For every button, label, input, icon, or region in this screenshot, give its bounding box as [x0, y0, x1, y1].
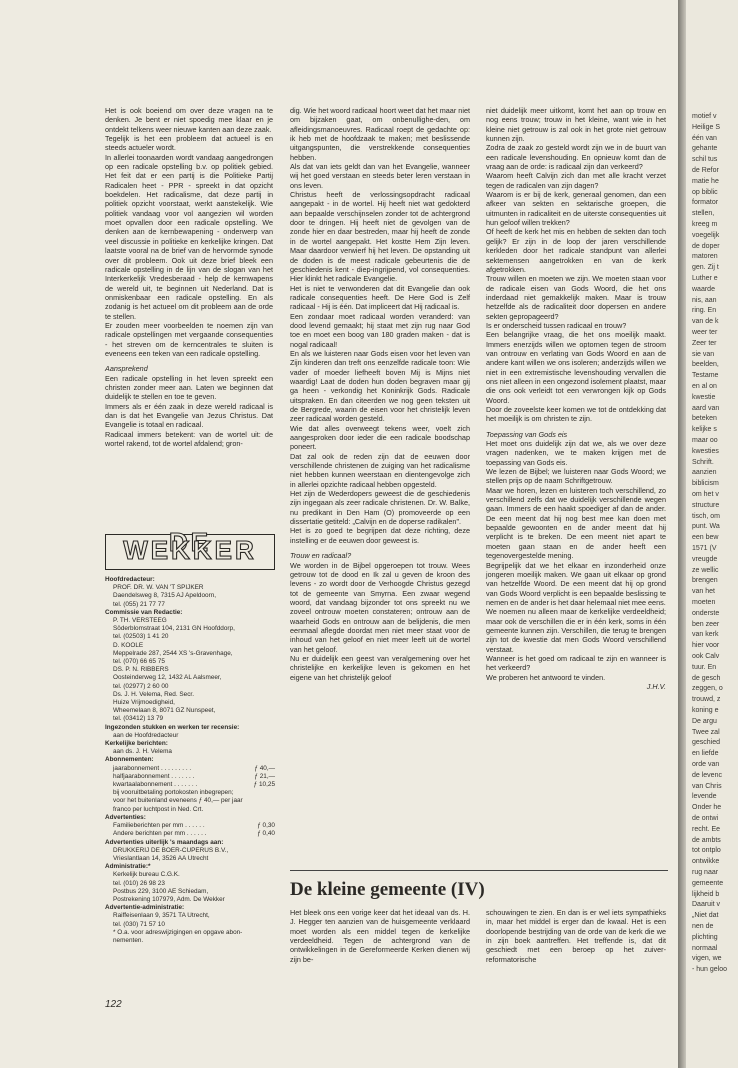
paragraph: Het zijn de Wederdopers geweest die de geschiedenis zijn ingegaan als zeer radicale christenen. Dr. W. Balke, nu predikant in Den Ham (O) promoveerde op een dissertatie getiteld: „Calvijn en de doperse radikalen".	[290, 489, 470, 527]
paragraph: Waarom is er bij de kerk, generaal genomen, dan een afkeer van sekten en sektarische groepen, die uitmunten in radicaliteit en de uiterste consequenties uit hun geloof willen trekken?	[486, 190, 666, 228]
facing-page-text-fragment: normaal	[692, 944, 718, 952]
paragraph: Er zouden meer voorbeelden te noemen zijn van radicale opstellingen met vergaande consequenties - het streven om de kerncentrales te sluiten is eveneens een teken van een radicale opstelling.	[105, 320, 273, 358]
facing-page-text-fragment: van Chris	[692, 782, 722, 790]
price-value: ƒ 10,25	[253, 781, 275, 789]
facing-page-text-fragment: nis, aan	[692, 296, 717, 304]
paragraph: Christus heeft de verlossingsopdracht radicaal aangepakt - in de wortel. Hij heeft niet wat gedokterd aan bepaalde verschijnselen zonder tot de achtergrond door te dringen. Hij heeft niet de gevolgen van de zonde hier en daar bestreden, maar hij heeft de zonde in de wortel aangepakt. Het kostte Hem Zijn leven. Maar daardoor verwierf hij het leven. De opstanding uit de doden is de meest radicale gebeurtenis die de geschiedenis kent - diep-ingrijpend, vol consequenties. Hier klinkt het radicale Evangelie.	[290, 190, 470, 284]
masthead-text: Kerkelijk bureau C.G.K.	[113, 871, 180, 879]
facing-page-text-fragment: één van	[692, 134, 717, 142]
masthead-text: tel. (010) 26 98 23	[113, 879, 165, 887]
facing-page-text-fragment: sie van	[692, 350, 715, 358]
de-wekker-logo	[105, 527, 275, 570]
facing-page-text-fragment: „Niet dat	[692, 912, 719, 920]
subheading: Aansprekend	[105, 364, 148, 374]
facing-page-text-fragment: Testame	[692, 372, 719, 380]
facing-page-text-fragment: de ontwi	[692, 815, 719, 822]
masthead-text: Söderblomstraat 104, 2131 GN Hoofddorp,	[113, 625, 235, 633]
logo-text: DE WEKKER	[123, 527, 257, 566]
facing-page-text-fragment: matie he	[692, 177, 719, 185]
facing-page-text-fragment: schil tus	[692, 156, 718, 164]
facing-page-text-fragment: kwesties	[692, 447, 719, 455]
price-row	[105, 765, 275, 773]
masthead-heading: Advertenties:	[105, 813, 146, 821]
price-label: halfjaarabonnement . . . . . . .	[113, 772, 195, 780]
facing-page-text-fragment: aanzien	[692, 469, 717, 477]
article2-column-1: Het bleek ons een vorige keer dat het ideaal van ds. H. J. Hegger ten aanzien van de huisgemeente verklaard moet worden als een middel tegen de kerkelijke verdeeldheid. Tegen de achtergrond van de ontwikkelingen in de Gereformeerde Kerken dienen wij zijn be-	[290, 908, 470, 964]
facing-page-text-fragment: gemeente	[692, 879, 724, 887]
paragraph: Als dat van iets geldt dan van het Evangelie, wanneer wij het goed verstaan en steeds beter leren verstaan in ons leven.	[290, 162, 470, 190]
facing-page-text-fragment: matoren	[692, 253, 718, 261]
price-value: ƒ 0,40	[257, 830, 275, 838]
price-row	[105, 773, 275, 781]
paragraph: Wanneer is het goed om radicaal te zijn en wanneer is het verkeerd?	[486, 653, 666, 673]
facing-page-text-fragment: beelden,	[692, 361, 719, 369]
facing-page-text-fragment: Zeer ter	[692, 339, 717, 347]
price-label: jaarabonnement . . . . . . . . .	[113, 764, 192, 772]
article2-column-2: schouwingen te zien. En dan is er wel iets sympathieks in, maar het middel is erger dan de kwaal. Het is een doorlopende bestrijding van de orde van de kerk die we in zijn boek aantreffen. Het treffende is, dat dit geschiedt met een beroep op het zuiver-reformatorische	[486, 908, 666, 964]
masthead-text: tel. (070) 66 65 75	[113, 658, 165, 666]
masthead-text: tel. (03412) 13 79	[113, 715, 164, 723]
masthead-text: PROF. DR. W. VAN 'T SPIJKER	[113, 584, 204, 592]
facing-page-text-fragment: maar oo	[692, 437, 718, 444]
masthead-heading: Commissie van Redactie:	[105, 608, 183, 616]
facing-page-text-fragment: koning e	[692, 707, 719, 714]
paragraph: Waarom heeft Calvijn zich dan met alle kracht verzet tegen de radicalen van zijn dagen?	[486, 171, 666, 190]
paragraph: We noemen nu alleen maar de kerkelijke verdeeldheid; maar ook de verschillen die er in één kerk, soms in één gemeente kunnen zijn. Verschillen, die terug te brengen zijn tot de kwestie dat men Gods Woord verschillend verstaat.	[486, 607, 666, 654]
paragraph: En als we luisteren naar Gods eisen voor het leven van Zijn kinderen dan treft ons eenzelfde radicale toon: Wie vader of moeder liefheeft boven Mij is Mijns niet waardig! Laat de doden hun doden begraven maar gij ga heen - verkondig het Koninkrijk Gods. Radicale uitspraken. En dan citeerden we nog geen teksten uit de Bergrede, waarin de eisen voor het christelijk leven zeer radicaal worden gesteld.	[290, 348, 470, 424]
paragraph: Door de zoveelste keer komen we tot de ontdekking dat het moeilijk is om christen te zijn.	[486, 405, 666, 424]
facing-page-text-fragment: vreugde	[692, 555, 718, 563]
facing-page-text-fragment: tisch, om	[692, 512, 721, 520]
subscription-prices	[105, 765, 275, 790]
masthead-text: D. KOOLE	[113, 641, 144, 649]
paragraph: Het moet ons duidelijk zijn dat we, als we over deze vragen nadenken, we te maken krijgen met de toepassing van Gods eis.	[486, 439, 666, 467]
facing-page-text-fragment: recht. Ee	[692, 825, 721, 833]
section-divider	[290, 870, 668, 871]
masthead-text: tel. (02503) 1 41 20	[113, 633, 169, 641]
masthead-text: Huize Vrijmoedigheid,	[113, 699, 175, 707]
facing-page-text-fragment: en liefde	[692, 750, 719, 758]
facing-page-text-fragment: orde van	[692, 761, 720, 768]
price-value: ƒ 40,—	[254, 764, 275, 772]
facing-page-text-fragment: Luther e	[692, 275, 718, 282]
facing-page-text-fragment: de ambts	[692, 836, 721, 844]
masthead-text: tel. (02977) 2 60 00	[113, 682, 169, 690]
facing-page-text-fragment: punt. Wa	[692, 523, 720, 531]
paragraph: Een zondaar moet radicaal worden veranderd: van dood levend gemaakt; hij staat met zijn rug naar God toe en moet een boog van 180 graden maken - dat is nogal radicaal!	[290, 311, 470, 349]
masthead-box	[105, 527, 275, 989]
facing-page-text-fragment: de gesch	[692, 674, 721, 682]
masthead-text: Raiffeisenlaan 9, 3571 TA Utrecht,	[113, 912, 210, 920]
facing-page-text-fragment: kreeg m	[692, 221, 718, 228]
facing-page-text-fragment: hier voor	[692, 642, 720, 650]
masthead-text: Meppelrade 287, 2544 XS 's-Gravenhage,	[113, 649, 233, 657]
masthead-text: Oosteinderweg 12, 1432 AL Aalsmeer,	[113, 674, 222, 682]
masthead-lines	[105, 576, 275, 765]
facing-page-text-fragment: kelijke s	[692, 426, 717, 434]
masthead-text: P. TH. VERSTEEG	[113, 617, 167, 625]
paragraph: Is er onderscheid tussen radicaal en trouw?	[486, 320, 627, 330]
facing-page-text-fragment: biblicism	[692, 480, 719, 488]
paragraph: Of heeft de kerk het mis en hebben de sekten dan toch gelijk? Er zijn in de loop der jaren verschillende kerkleden door het radicale standpunt van allerlei sektemensen aangetrokken en van de kerk afgetrokken.	[486, 227, 666, 274]
facing-page-text-fragment: Onder he	[692, 804, 722, 812]
advertisement-prices	[105, 822, 275, 838]
paragraph: niet duidelijk meer uitkomt, komt het aan op trouw en nog eens trouw; trouw in het kleine, want wie in het kleine niet getrouw is zal ook in het grote niet getrouw kunnen zijn.	[486, 106, 666, 144]
masthead-text: DS. P. N. RIBBERS	[113, 666, 169, 674]
facing-page-text-fragment: vigen, we	[692, 955, 722, 963]
facing-page-text-fragment: plichting	[692, 933, 718, 941]
paragraph: Het is zo goed te begrijpen dat deze richting, deze instelling er de eeuwen door geweest is.	[290, 526, 470, 545]
paragraph: Tegelijk is het een probleem dat actueel is en steeds actueler wordt.	[105, 134, 273, 153]
facing-page-text-fragment: waarde	[692, 285, 715, 293]
article-column-1	[105, 106, 273, 448]
masthead-text: Ds. J. H. Velema, Red. Secr.	[113, 690, 194, 698]
masthead-text: bij vooruitbetaling portokosten inbegrepen;	[113, 789, 234, 797]
price-label: kwartaalabonnement . . . . . . .	[113, 781, 198, 789]
masthead-text: Vrieslantlaan 14, 3526 AA Utrecht	[113, 854, 209, 862]
masthead-lines	[105, 789, 275, 822]
masthead-text: aan ds. J. H. Velema	[113, 748, 172, 756]
paragraph: Zodra de zaak zo gesteld wordt zijn we in de buurt van een radicale levenshouding. En opnieuw komt dan de vraag aan de orde: is radicaal zijn dan verkeerd?	[486, 143, 666, 172]
facing-page-text-fragment: ring. En	[692, 307, 717, 315]
facing-page-text-fragment: geschied	[692, 739, 721, 747]
facing-page-text-fragment: - hun geloo	[692, 966, 728, 974]
facing-page-text-fragment: de levenc	[692, 771, 722, 779]
facing-page-text-fragment: tot ontplo	[692, 847, 721, 855]
paragraph: Nu er duidelijk een geest van veralgemening over het christelijke en kerkelijke leven is gekomen en het eigene van het christelijk geloof	[290, 653, 470, 682]
facing-page-text-fragment: Twee zal	[692, 728, 720, 736]
facing-page-text-fragment: trouwd, z	[692, 696, 721, 704]
facing-page-text-fragment: ze wellic	[692, 566, 719, 574]
masthead-text: Wheemelaan 8, 8071 GZ Nunspeet,	[113, 707, 216, 715]
facing-page-text-fragment: tuur. En	[692, 663, 717, 671]
facing-page-text-fragment: van kerk	[692, 631, 719, 639]
facing-page-text-fragment: ben zeer	[692, 620, 720, 628]
facing-page-text-fragment: van de k	[692, 318, 719, 326]
paragraph: Dat zal ook de reden zijn dat de eeuwen door verschillende christenen de zuiging van het radicalisme niet hebben kunnen weerstaan en dientengevolge zich in allerlei opzichte radicaal hebben opgesteld.	[290, 451, 470, 489]
subheading: Trouw en radicaal?	[290, 551, 352, 561]
facing-page-text-fragment: en al on	[692, 383, 717, 390]
facing-page-text-fragment: ontwikke	[692, 858, 720, 866]
paragraph: Trouw willen en moeten we zijn. We moeten staan voor de radicale eisen van Gods Woord, die het ons inderdaad niet gemakkelijk maken. Maar is trouw hetzelfde als de radicaliteit door dopersen en andere sekten gepropageerd?	[486, 274, 666, 321]
facing-page-text-fragment: moeten	[692, 599, 716, 606]
masthead-heading: Hoofdredacteur:	[105, 576, 155, 583]
facing-page-text-fragment: Schrift.	[692, 458, 714, 466]
facing-page-text-fragment: formator	[692, 199, 719, 207]
page-number: 122	[105, 999, 122, 1010]
facing-page-text-fragment: brengen	[692, 577, 718, 585]
price-value: ƒ 0,30	[257, 822, 275, 830]
paragraph: Immers als er één zaak in deze wereld radicaal is dan is dat het Evangelie van Jezus Christus. Dat Evangelie is totaal en radicaal.	[105, 401, 273, 430]
facing-page-text-fragment: beteken	[692, 415, 717, 423]
paragraph: In allerlei toonaarden wordt vandaag aangedrongen op een radicale opstelling b.v. op politiek gebied. Het feit dat er een partij is die Politieke Partij Radicalen heet - PPR - spreekt in dat opzicht boekdelen. Het radicalisme, dat deze partij in politiek opzicht voorstaat, werkt aanstekelijk. Wie politiek vandaag voor vol aangezien wil worden moet opvallen door een radicale opstelling. We denken aan de kernbewapening - onderwerp van veel discussie in politieke en kerkelijke kringen. Dat laatste vooral na de brief van de hervormde synode over dit probleem. Ook uit deze brief bleek een radicale opstelling in de lijn van de slogan van het Interkerkelijk Vredesberaad - help de kernwapens de wereld uit, te beginnen uit Nederland. Dat is onmiskenbaar een radicale opstelling. En als zodanig is het actueel om dit probleem aan de orde te stellen.	[105, 152, 273, 321]
facing-page-text-fragment: de doper	[692, 242, 720, 250]
facing-page-text-fragment: weer ter	[692, 329, 718, 336]
paragraph: Het is niet te verwonderen dat dit Evangelie dan ook radicale consequenties heeft. De Here God is Zelf radicaal - Hij is één. Dat impliceert dat Hij radicaal is.	[290, 283, 470, 312]
facing-page-text-fragment: zeggen, o	[692, 685, 723, 693]
price-row	[105, 830, 275, 838]
facing-page-text-fragment: op biblic	[692, 188, 718, 196]
paragraph: Een belangrijke vraag, die het ons moeilijk maakt. Immers enerzijds willen we optornen tegen de stroom van ontrouw en verlating van Gods Woord en aan de andere kant willen we ons isoleren; anderzijds willen we niet in een extremistische levenshouding vervallen die ons niet alleen in een ongezond isolement plaatst, maar die ons ook verleidt tot een verwrongen kijk op Gods Woord.	[486, 330, 666, 405]
facing-page-text-fragment: De argu	[692, 717, 717, 725]
masthead-text: tel. (030) 71 57 10	[113, 920, 165, 928]
article-title: De kleine gemeente (IV)	[290, 879, 485, 900]
facing-page-text-fragment: voegelijk	[692, 231, 720, 239]
paragraph: We worden in de Bijbel opgeroepen tot trouw. Wees getrouw tot de dood en Ik zal u geven de kroon des levens - zo wordt door de Verhoogde Christus gezegd tot de gemeente van Smyrna. Een zwaar wegend woord, dat vandaag bijzonder tot ons spreekt nu we zoveel ontrouw moeten constateren; ontrouw aan de waarheid Gods en ontrouw aan de belijdenis, die men eenmaal aflegde doordat men niet meer staat voor de inhoud van het geloof en niet meer leeft uit de wortel van het geloof.	[290, 560, 470, 654]
masthead-heading: Administratie:*	[105, 863, 151, 871]
masthead-text: nementen.	[113, 936, 144, 944]
masthead-text: voor het buitenland eveneens ƒ 40,— per jaar	[113, 797, 243, 805]
article-column-2	[290, 106, 470, 682]
facing-page-text-fragment: aard van	[692, 404, 720, 412]
masthead-text: aan de Hoofdredacteur	[113, 731, 179, 739]
paragraph: dig. Wie het woord radicaal hoort weet dat het maar niet om bijzaken gaat, om onbenullighe-den, om afleidingsmanoeuvres. Radicaal roept de gedachte op: ik heb met de hoofdzaak te maken; met beslissende uitgangspunten, die verstrekkende consequenties hebben.	[290, 106, 470, 162]
facing-page-text-fragment: rug naar	[692, 869, 719, 876]
book-gutter	[678, 0, 686, 1068]
paragraph: We proberen het antwoord te vinden.	[486, 672, 606, 682]
subheading: Toepassing van Gods eis	[486, 429, 568, 439]
facing-page-text-fragment: levende	[692, 793, 717, 801]
masthead-text: Postrekening 107979, Adm. De Wekker	[113, 895, 225, 903]
facing-page-text-fragment: Heilige S	[692, 123, 721, 131]
facing-page-text-fragment: Daaruit v	[692, 901, 721, 909]
facing-page-text-fragment: stellen,	[692, 210, 715, 218]
masthead-text: * O.a. voor adreswijzigingen en opgave abon-	[113, 928, 243, 936]
facing-page-text-fragment: de Refor	[692, 167, 719, 174]
price-value: ƒ 21,—	[254, 772, 275, 780]
facing-page-text-fragment: ook Calv	[692, 653, 720, 660]
paragraph: Maar we horen, lezen en luisteren toch verschillend, zo verschillend zelfs dat we duidelijk verschillende wegen gaan. Immers de een haakt spoediger af dan de ander. De een meent dat hij nog best mee kan doen met bepaalde gewoonten en de ander meent dat hij verplicht is te breken. De een meent niet apart te moeten gaan staan en de ander heeft een tegenovergestelde mening.	[486, 485, 666, 561]
masthead-text: tel. (055) 21 77 77	[113, 600, 165, 608]
masthead-text: franco per luchtpost in Ned. Crt.	[113, 805, 204, 813]
masthead-heading: Abonnementen:	[105, 756, 154, 764]
masthead-text: Daendelsweg 8, 7315 AJ Apeldoorn,	[113, 592, 217, 600]
facing-page-text-fragment: om het v	[692, 491, 719, 498]
price-label: Familieberichten per mm . . . . . .	[113, 822, 205, 830]
paragraph: Het is ook boeiend om over deze vragen na te denken. Je bent er niet spoedig mee klaar en je ontdekt telkens weer nieuwe kanten aan deze zaak.	[105, 106, 273, 134]
price-label: Andere berichten per mm . . . . . .	[113, 830, 207, 838]
masthead-text: DRUKKERIJ DE BOER-CUPERUS B.V.,	[113, 846, 229, 854]
masthead-lines	[105, 839, 275, 946]
facing-page-edge	[686, 0, 738, 1068]
author-signature: J.H.V.	[646, 681, 666, 691]
masthead-heading: Advertenties uiterlijk 's maandags aan:	[105, 838, 224, 846]
facing-page-text-fragment: 1571 (V	[692, 545, 717, 552]
facing-page-text-fragment: van het	[692, 588, 715, 596]
facing-page-text-fragment: kwestie	[692, 393, 716, 401]
facing-page-text-fragment: lijkheid b	[692, 890, 720, 898]
facing-page-text-fragment: een bew	[692, 534, 719, 542]
masthead-heading: Ingezonden stukken en werken ter recensie:	[105, 723, 240, 731]
facing-page-text-fragment: motief v	[692, 113, 717, 120]
masthead-heading: Advertentie-administratie:	[105, 904, 185, 912]
facing-page-text-fragment: onderste	[692, 609, 720, 617]
masthead-heading: Kerkelijke berichten:	[105, 740, 168, 748]
article-column-3	[486, 106, 666, 691]
paragraph: We lezen de Bijbel; we luisteren naar Gods Woord; we stellen prijs op de naam Schriftgetrouw.	[486, 467, 666, 486]
paragraph: Wie dat alles overweegt tekens weer, voelt zich aangesproken door ieder die een radicale boodschap poneert.	[290, 423, 470, 452]
price-row	[105, 781, 275, 789]
paragraph: Radicaal immers betekent: van de wortel uit: de wortel rakend, tot de wortel afdalend; gron-	[105, 429, 273, 449]
masthead-text: Postbus 229, 3100 AE Schiedam,	[113, 887, 209, 895]
paragraph: Begrijpelijk dat we het elkaar en inzonderheid onze jongeren moeilijk maken. We gaan uit elkaar op grond van hetzelfde Woord. De een meent dat hij op grond van Gods Woord verplicht is een bepaalde beslissing te nemen en de ander is het daar helemaal niet mee eens.	[486, 560, 666, 607]
facing-page-text-fragment: gehante	[692, 145, 718, 153]
price-row	[105, 822, 275, 830]
facing-page-text-fragment: structure	[692, 501, 720, 509]
paragraph: Een radicale opstelling in het leven spreekt een christen zonder meer aan. Laten we beginnen dat duidelijk te stellen en toe te geven.	[105, 373, 273, 402]
facing-page-text-fragment: nen de	[692, 923, 714, 930]
facing-page-text-fragment: gen. Zij t	[692, 264, 719, 272]
